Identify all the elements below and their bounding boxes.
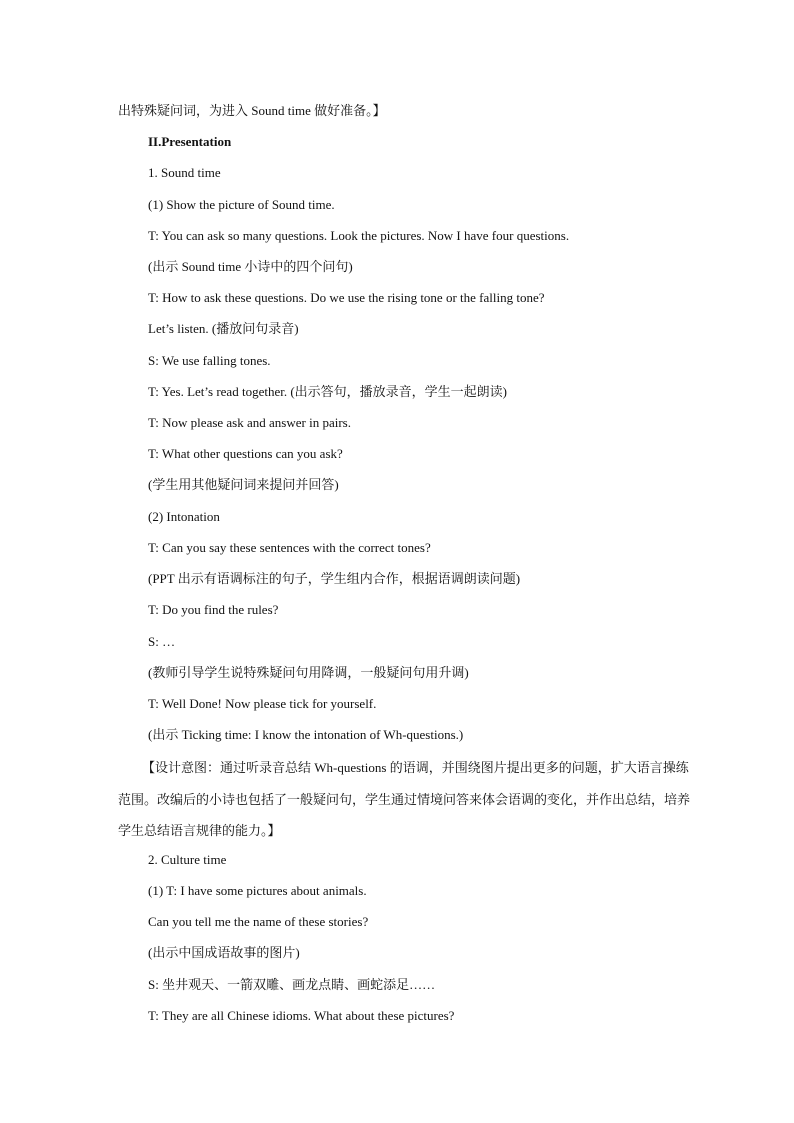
dialogue-line: T: Yes. Let’s read together. (出示答句，播放录音，学生一起朗读) xyxy=(148,384,507,399)
dialogue-line: (1) T: I have some pictures about animals. xyxy=(148,883,367,898)
dialogue-line: T: Well Done! Now please tick for yourself. xyxy=(148,696,377,711)
stage-note: (出示 Sound time 小诗中的四个问句) xyxy=(148,259,353,274)
dialogue-line: Can you tell me the name of these stories? xyxy=(148,914,369,929)
dialogue-line: T: Can you say these sentences with the correct tones? xyxy=(148,540,431,555)
subsection-sound-time: 1. Sound time xyxy=(148,165,221,180)
dialogue-line: T: You can ask so many questions. Look the pictures. Now I have four questions. xyxy=(148,228,570,243)
dialogue-line: T: They are all Chinese idioms. What about these pictures? xyxy=(148,1008,455,1023)
step-show-picture: (1) Show the picture of Sound time. xyxy=(148,197,335,212)
intro-continuation: 出特殊疑问词，为进入 Sound time 做好准备。】 xyxy=(118,103,386,118)
dialogue-line: Let’s listen. (播放问句录音) xyxy=(148,321,299,336)
step-intonation: (2) Intonation xyxy=(148,509,220,524)
stage-note: (PPT 出示有语调标注的句子，学生组内合作，根据语调朗读问题) xyxy=(148,571,521,586)
section-heading-presentation: II.Presentation xyxy=(148,134,232,149)
design-intent-paragraph: 【设计意图：通过听录音总结 Wh-questions 的语调，并围绕图片提出更多的问题，扩大语言操练范围。改编后的小诗也包括了一般疑问句，学生通过情境问答来体会语调的变化，并作出总结，培养学生总结语言规律的能力。】 xyxy=(118,760,691,838)
dialogue-line: S: We use falling tones. xyxy=(148,353,271,368)
dialogue-line: S: 坐井观天、一箭双雕、画龙点睛、画蛇添足…… xyxy=(148,977,436,992)
stage-note: (教师引导学生说特殊疑问句用降调，一般疑问句用升调) xyxy=(148,665,469,680)
dialogue-line: T: Now please ask and answer in pairs. xyxy=(148,415,351,430)
dialogue-line: S: … xyxy=(148,634,176,649)
stage-note: (学生用其他疑问词来提问并回答) xyxy=(148,477,339,492)
dialogue-line: T: Do you find the rules? xyxy=(148,602,279,617)
stage-note: (出示 Ticking time: I know the intonation of Wh-questions.) xyxy=(148,727,464,742)
dialogue-line: T: What other questions can you ask? xyxy=(148,446,343,461)
stage-note: (出示中国成语故事的图片) xyxy=(148,945,300,960)
subsection-culture-time: 2. Culture time xyxy=(148,852,227,867)
dialogue-line: T: How to ask these questions. Do we use the rising tone or the falling tone? xyxy=(148,290,545,305)
